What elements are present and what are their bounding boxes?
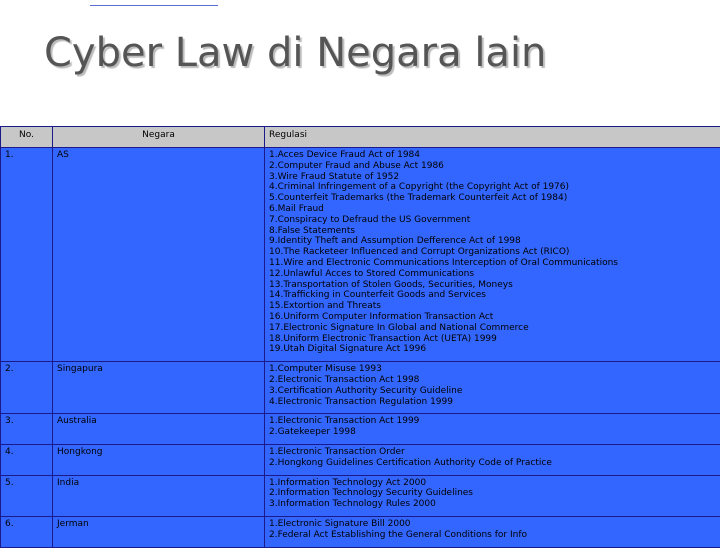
- regulation-item: 16.Uniform Computer Information Transaction Act: [269, 312, 716, 323]
- regulation-item: 2.Information Technology Security Guidelines: [269, 488, 716, 499]
- cell-regulasi: [265, 148, 720, 362]
- table-row: [1, 148, 720, 362]
- regulation-item: 15.Extortion and Threats: [269, 301, 716, 312]
- regulation-item: 8.False Statements: [269, 226, 716, 237]
- cell-regulasi: [265, 444, 720, 475]
- regulation-item: 18.Uniform Electronic Transaction Act (UETA) 1999: [269, 334, 716, 345]
- regulation-item: 12.Unlawful Acces to Stored Communications: [269, 269, 716, 280]
- regulation-item: 11.Wire and Electronic Communications Interception of Oral Communications: [269, 258, 716, 269]
- regulation-item: 13.Transportation of Stolen Goods, Securities, Moneys: [269, 280, 716, 291]
- regulation-item: 2.Federal Act Establishing the General Conditions for Info: [269, 530, 716, 541]
- regulation-item: 2.Electronic Transaction Act 1998: [269, 375, 716, 386]
- table-row: [1, 362, 720, 414]
- regulation-item: 1.Computer Misuse 1993: [269, 364, 716, 375]
- cell-no: 5.: [1, 475, 53, 516]
- cell-negara: Australia: [53, 414, 265, 445]
- regulation-item: 2.Gatekeeper 1998: [269, 427, 716, 438]
- regulation-item: 1.Electronic Transaction Order: [269, 447, 716, 458]
- regulation-item: 1.Acces Device Fraud Act of 1984: [269, 150, 716, 161]
- table-row: [1, 475, 720, 516]
- regulation-item: 9.Identity Theft and Assumption Defference Act of 1998: [269, 236, 716, 247]
- table-row: [1, 516, 720, 547]
- regulation-item: 3.Certification Authority Security Guideline: [269, 386, 716, 397]
- regulation-item: 1.Electronic Transaction Act 1999: [269, 416, 716, 427]
- table-row: [1, 414, 720, 445]
- cell-negara: Jerman: [53, 516, 265, 547]
- regulation-item: 3.Information Technology Rules 2000: [269, 499, 716, 510]
- cell-no: 6.: [1, 516, 53, 547]
- cell-no: 2.: [1, 362, 53, 414]
- cell-negara: India: [53, 475, 265, 516]
- table-body: [1, 148, 720, 548]
- regulation-item: 1.Electronic Signature Bill 2000: [269, 519, 716, 530]
- cell-regulasi: [265, 516, 720, 547]
- regulation-item: 10.The Racketeer Influenced and Corrupt Organizations Act (RICO): [269, 247, 716, 258]
- cell-negara: AS: [53, 148, 265, 362]
- cyber-law-table: [0, 126, 720, 548]
- regulation-item: 2.Computer Fraud and Abuse Act 1986: [269, 161, 716, 172]
- top-divider-line: [90, 5, 218, 6]
- cell-regulasi: [265, 362, 720, 414]
- cell-no: 4.: [1, 444, 53, 475]
- table-row: [1, 444, 720, 475]
- cell-no: 3.: [1, 414, 53, 445]
- regulation-item: 5.Counterfeit Trademarks (the Trademark Counterfeit Act of 1984): [269, 193, 716, 204]
- regulation-item: 3.Wire Fraud Statute of 1952: [269, 172, 716, 183]
- header-no: No.: [1, 127, 53, 148]
- regulation-item: 2.Hongkong Guidelines Certification Authority Code of Practice: [269, 458, 716, 469]
- cell-no: 1.: [1, 148, 53, 362]
- slide-title: Cyber Law di Negara lain: [44, 30, 546, 76]
- regulation-item: 4.Electronic Transaction Regulation 1999: [269, 397, 716, 408]
- header-negara: Negara: [53, 127, 265, 148]
- regulation-item: 14.Trafficking in Counterfeit Goods and Services: [269, 290, 716, 301]
- cell-negara: Hongkong: [53, 444, 265, 475]
- regulation-item: 19.Utah Digital Signature Act 1996: [269, 344, 716, 355]
- header-regulasi: Regulasi: [265, 127, 720, 148]
- regulation-item: 6.Mail Fraud: [269, 204, 716, 215]
- cell-negara: Singapura: [53, 362, 265, 414]
- regulation-item: 17.Electronic Signature In Global and National Commerce: [269, 323, 716, 334]
- cell-regulasi: [265, 414, 720, 445]
- regulation-item: 4.Criminal Infringement of a Copyright (the Copyright Act of 1976): [269, 182, 716, 193]
- regulation-item: 7.Conspiracy to Defraud the US Government: [269, 215, 716, 226]
- cell-regulasi: [265, 475, 720, 516]
- regulation-item: 1.Information Technology Act 2000: [269, 478, 716, 489]
- table-header-row: [1, 127, 720, 148]
